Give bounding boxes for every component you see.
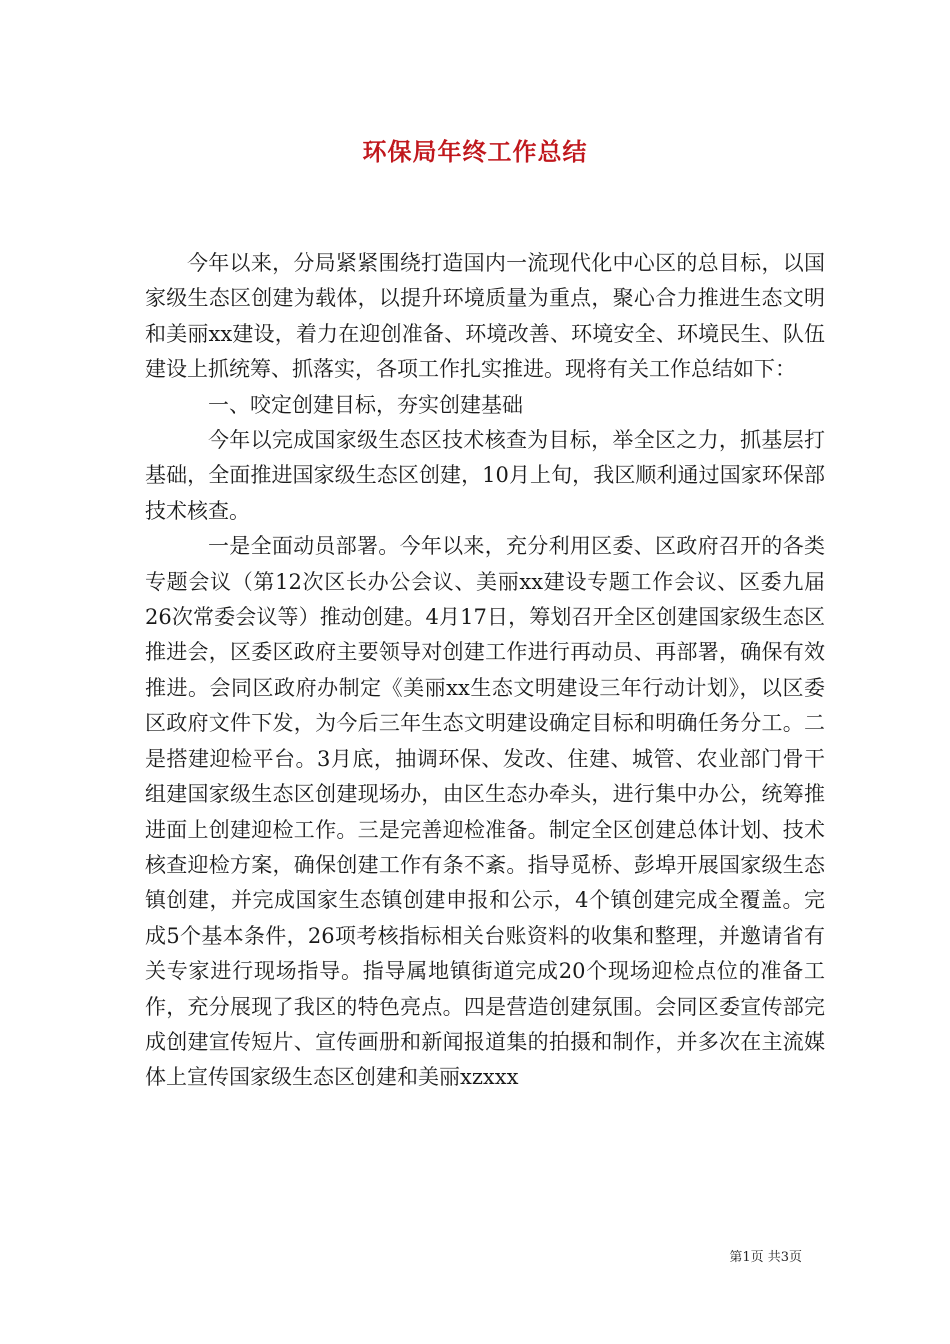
page-number-footer: 第1页 共3页 bbox=[729, 1250, 802, 1265]
paragraph-intro: 今年以来，分局紧紧围绕打造国内一流现代化中心区的总目标，以国家级生态区创建为载体，以提升环境质量为重点，聚心合力推进生态文明和美丽xx建设，着力在迎创准备、环境改善、环境安全、环境民生、队伍建设上抓统筹、抓落实，各项工作扎实推进。现将有关工作总结如下： bbox=[145, 251, 825, 382]
document-title: 环保局年终工作总结 bbox=[362, 138, 588, 166]
section-heading: 一、咬定创建目标，夯实创建基础 bbox=[208, 392, 523, 417]
paragraph-section-summary: 今年以完成国家级生态区技术核查为目标，举全区之力，抓基层打基础，全面推进国家级生态区创建，10月上旬，我区顺利通过国家环保部技术核查。 bbox=[145, 428, 825, 523]
paragraph-details: 一是全面动员部署。今年以来，充分利用区委、区政府召开的各类专题会议（第12次区长办公会议、美丽xx建设专题工作会议、区委九届26次常委会议等）推动创建。4月17日，筹划召开全区创建国家级生态区推进会，区委区政府主要领导对创建工作进行再动员、再部署，确保有效推进。会同区政府办制定《美丽xx生态文明建设三年行动计划》，以区委区政府文件下发，为今后三年生态文明建设确定目标和明确任务分工。二是搭建迎检平台。3月底，抽调环保、发改、住建、城管、农业部门骨干组建国家级生态区创建现场办，由区生态办牵头，进行集中办公，统筹推进面上创建迎检工作。三是完善迎检准备。制定全区创建总体计划、技术核查迎检方案，确保创建工作有条不紊。指导觅桥、彭埠开展国家级生态镇创建，并完成国家生态镇创建申报和公示，4个镇创建完成全覆盖。完成5个基本条件，26项考核指标相关台账资料的收集和整理，并邀请省有关专家进行现场指导。指导属地镇街道完成20个现场迎检点位的准备工作，充分展现了我区的特色亮点。四是营造创建氛围。会同区委宣传部完成创建宣传短片、宣传画册和新闻报道集的拍摄和制作，并多次在主流媒体上宣传国家级生态区创建和美丽xzxxx bbox=[145, 534, 825, 1090]
document-body bbox=[145, 246, 825, 1096]
